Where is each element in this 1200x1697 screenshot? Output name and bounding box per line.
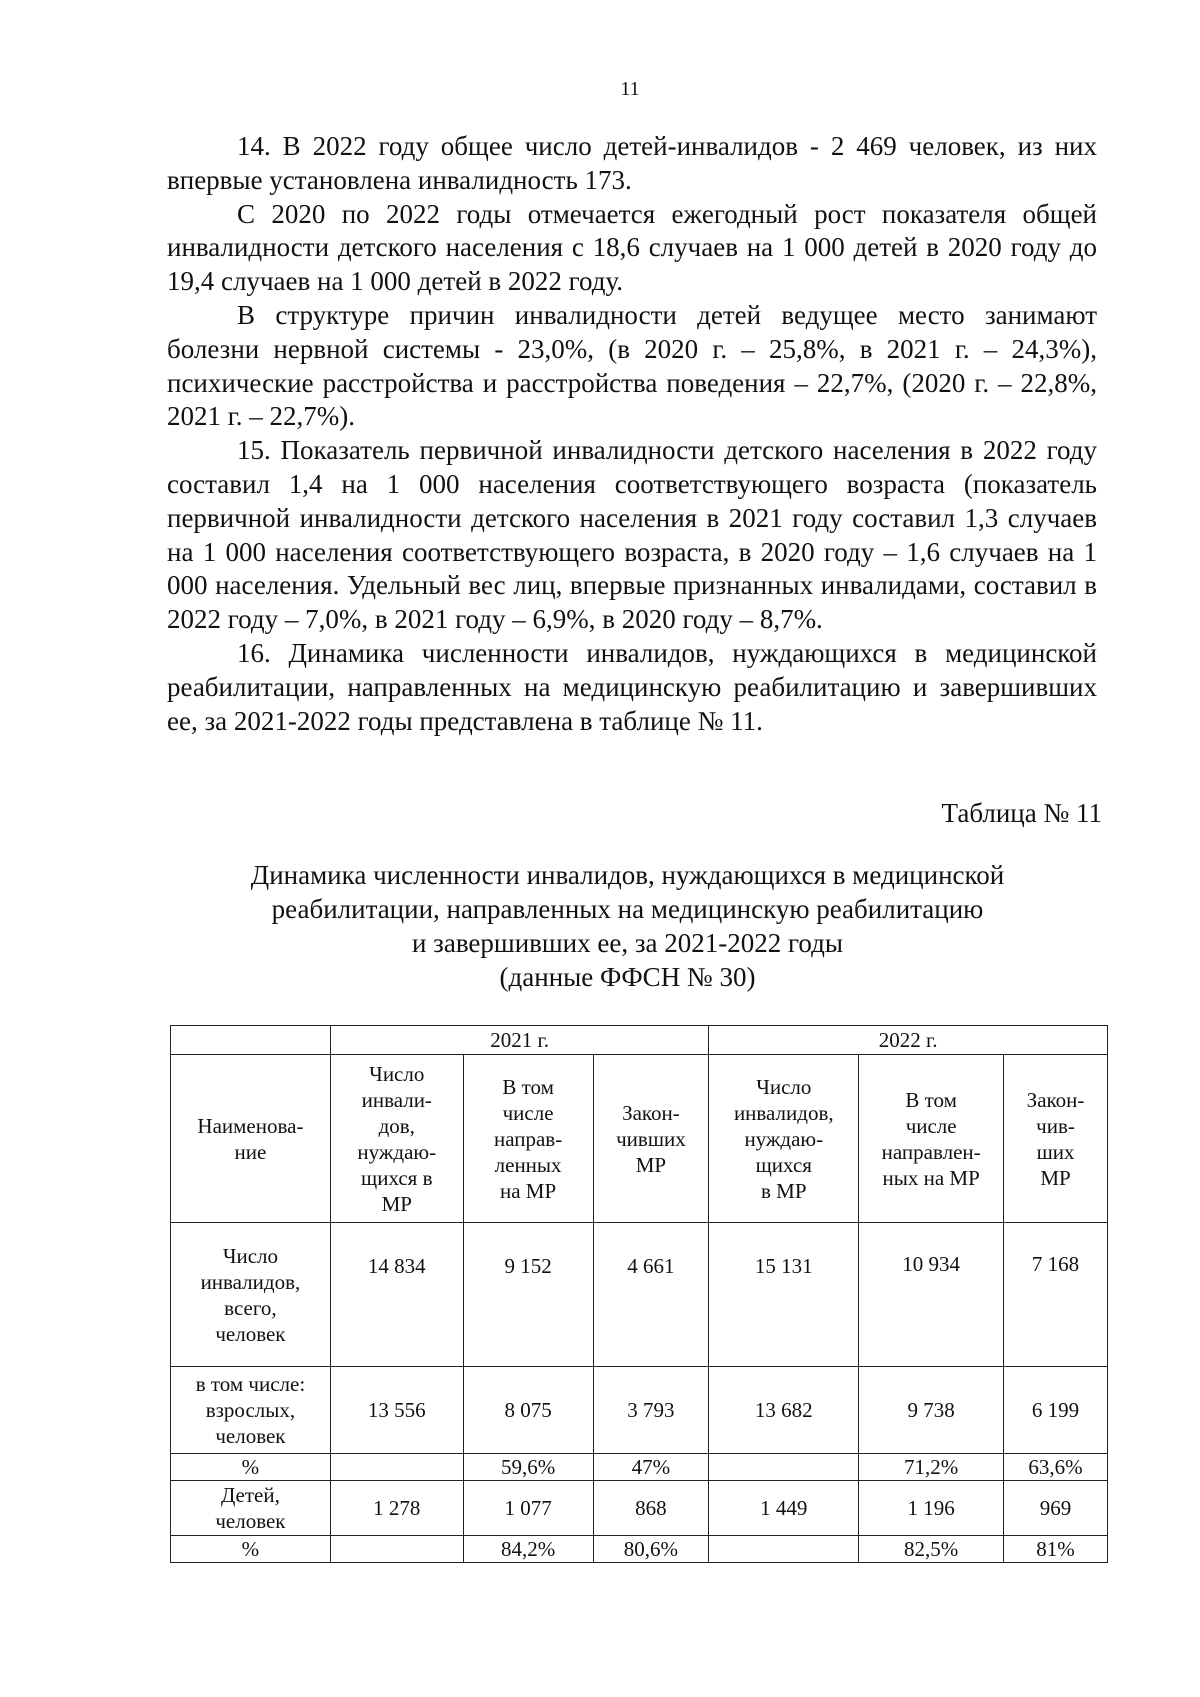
caption-line: и завершивших ее, за 2021-2022 годы — [411, 928, 843, 958]
table-cell — [709, 1536, 859, 1563]
header-name: Наименова- ние — [171, 1055, 331, 1223]
table-cell: 14 834 — [330, 1223, 463, 1367]
row-label: % — [171, 1536, 331, 1563]
table-row — [171, 1223, 1108, 1367]
table-cell: 10 934 — [859, 1223, 1004, 1367]
caption-line: (данные ФФСН № 30) — [499, 962, 756, 992]
paragraph-16: 16. Динамика численности инвалидов, нуждающихся в медицинской реабилитации, направленных на медицинскую реабилитацию и завершивших ее, за 2021-2022 годы представлена в таблице № 11. — [167, 637, 1097, 736]
table-cell: 9 738 — [859, 1367, 1004, 1454]
table-number: Таблица № 11 — [941, 798, 1102, 828]
row-label: в том числе: взрослых, человек — [171, 1367, 331, 1454]
row-label: Число инвалидов, всего, человек — [171, 1223, 331, 1367]
table-cell: 969 — [1004, 1481, 1108, 1536]
table-cell — [330, 1454, 463, 1481]
header-2021-done: Закон- чивших МР — [593, 1055, 709, 1223]
caption-line: реабилитации, направленных на медицинскую реабилитацию — [271, 894, 984, 924]
table-cell: 84,2% — [463, 1536, 593, 1563]
table-cell: 3 793 — [593, 1367, 709, 1454]
paragraph-15: 15. Показатель первичной инвалидности детского населения в 2022 году составил 1,4 на 1 000 населения соответствующего возраста (показатель первичной инвалидности детского населения в 2021 году составил 1,3 случаев на 1 000 населения соответствующего возраста, в 2020 году – 1,6 случаев на 1 000 населения. Удельный вес лиц, впервые признанных инвалидами, составил в 2022 году – 7,0%, в 2021 году – 6,9%, в 2020 году – 8,7%. — [167, 435, 1097, 635]
header-2021-sent: В том числе направ- ленных на МР — [463, 1055, 593, 1223]
table-row — [171, 1536, 1108, 1563]
table-cell: 81% — [1004, 1536, 1108, 1563]
table-cell: 59,6% — [463, 1454, 593, 1481]
table-cell: 6 199 — [1004, 1367, 1108, 1454]
paragraph-14: 14. В 2022 году общее число детей-инвалидов - 2 469 человек, из них впервые установлена инвалидность 173. — [167, 131, 1097, 195]
table-cell: 15 131 — [709, 1223, 859, 1367]
table-row — [171, 1481, 1108, 1536]
page-number: 11 — [620, 78, 640, 100]
table-cell — [330, 1536, 463, 1563]
table-row — [171, 1454, 1108, 1481]
table-cell: 13 682 — [709, 1367, 859, 1454]
header-2021-need: Число инвали- дов, нуждаю- щихся в МР — [330, 1055, 463, 1223]
table-cell: 13 556 — [330, 1367, 463, 1454]
table-cell: 63,6% — [1004, 1454, 1108, 1481]
table-cell: 1 196 — [859, 1481, 1004, 1536]
table-cell: 868 — [593, 1481, 709, 1536]
header-2022-sent: В том числе направлен- ных на МР — [859, 1055, 1004, 1223]
row-label: Детей, человек — [171, 1481, 331, 1536]
table-cell: 1 077 — [463, 1481, 593, 1536]
table-cell: 9 152 — [463, 1223, 593, 1367]
row-label: % — [171, 1454, 331, 1481]
table-cell: 80,6% — [593, 1536, 709, 1563]
table-caption — [160, 858, 1095, 994]
header-2022-need: Число инвалидов, нуждаю- щихся в МР — [709, 1055, 859, 1223]
year-2022-header: 2022 г. — [709, 1026, 1108, 1055]
year-2021-header: 2021 г. — [330, 1026, 709, 1055]
table-cell: 71,2% — [859, 1454, 1004, 1481]
table-cell: 4 661 — [593, 1223, 709, 1367]
table-cell: 7 168 — [1004, 1223, 1108, 1367]
table-row — [171, 1367, 1108, 1454]
paragraph-rise: С 2020 по 2022 годы отмечается ежегодный рост показателя общей инвалидности детского населения с 18,6 случаев на 1 000 детей в 2020 году до 19,4 случаев на 1 000 детей в 2022 году. — [167, 198, 1097, 297]
rehabilitation-table — [170, 1025, 1108, 1563]
header-2022-done: Закон- чив- ших МР — [1004, 1055, 1108, 1223]
column-header-row — [171, 1055, 1108, 1223]
table-cell — [709, 1454, 859, 1481]
empty-corner-cell — [171, 1026, 331, 1055]
table-cell: 47% — [593, 1454, 709, 1481]
paragraph-structure: В структуре причин инвалидности детей ведущее место занимают болезни нервной системы - 23,0%, (в 2020 г. – 25,8%, в 2021 г. – 24,3%), психические расстройства и расстройства поведения – 22,7%, (2020 г. – 22,8%, 2021 г. – 22,7%). — [167, 299, 1097, 432]
table-cell: 82,5% — [859, 1536, 1004, 1563]
year-header-row — [171, 1026, 1108, 1055]
table-cell: 1 278 — [330, 1481, 463, 1536]
table-cell: 1 449 — [709, 1481, 859, 1536]
body-text — [167, 130, 1097, 738]
caption-line: Динамика численности инвалидов, нуждающихся в медицинской — [250, 860, 1005, 890]
table-cell: 8 075 — [463, 1367, 593, 1454]
